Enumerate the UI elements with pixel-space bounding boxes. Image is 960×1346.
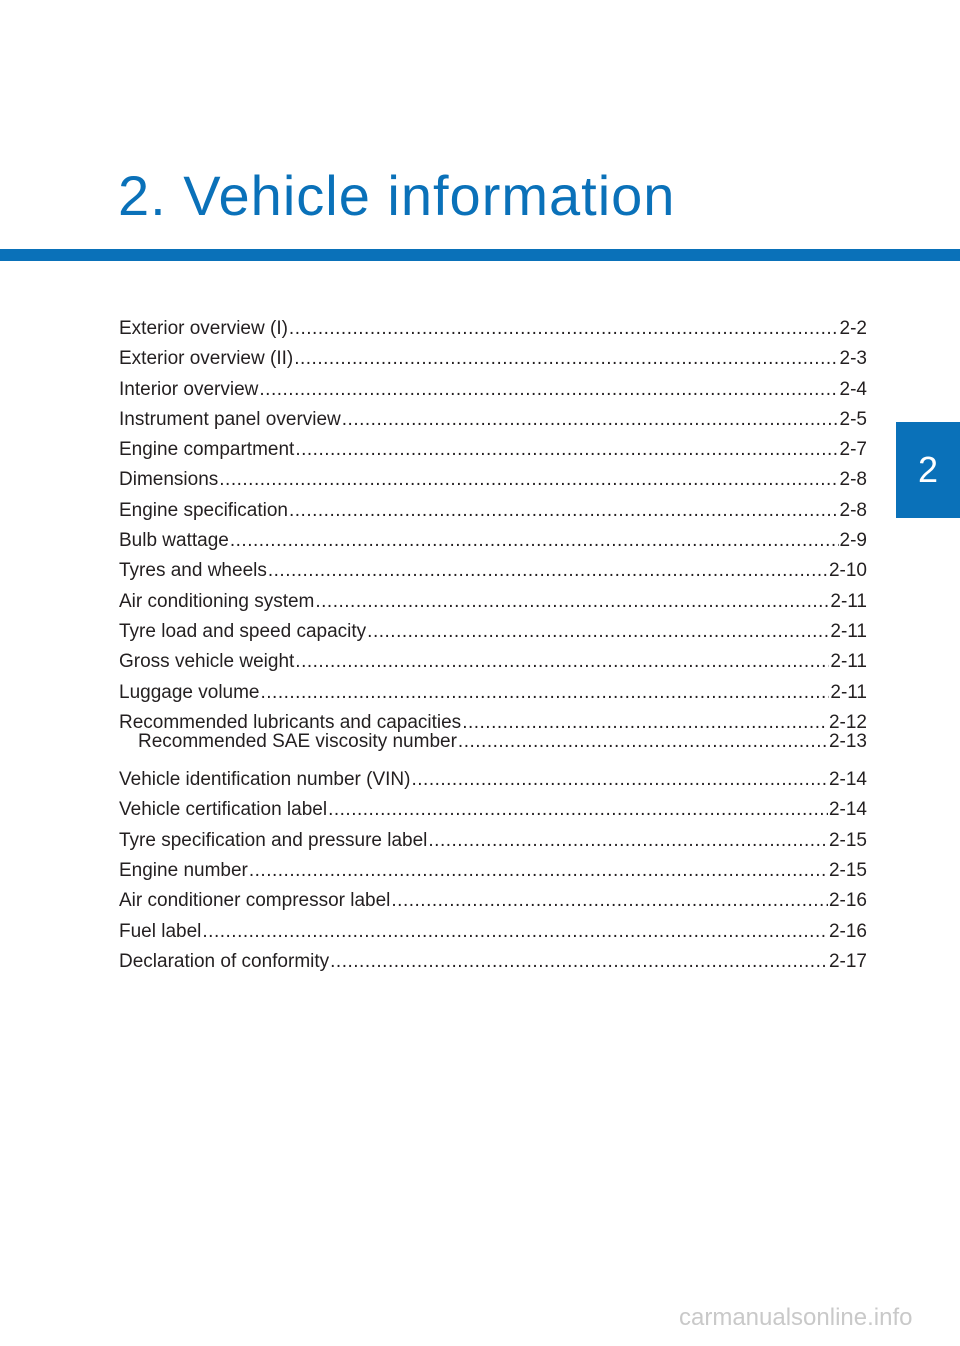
toc-entry-page: 2-13 [828,731,867,753]
toc-entry[interactable] [119,795,867,825]
toc-entry-label: Bulb wattage [119,530,229,552]
toc-dot-leader [428,826,828,856]
toc-entry-page: 2-2 [839,318,867,339]
toc-entry-page: 2-3 [839,348,867,370]
toc-entry-label: Exterior overview (II) [119,348,294,370]
toc-entry-label: Tyre load and speed capacity [119,620,367,642]
toc-dot-leader [295,647,829,677]
toc-entry[interactable] [119,405,867,435]
toc-entry-label: Vehicle certification label [119,799,328,821]
toc-entry-page: 2-17 [828,950,867,972]
toc-dot-leader [289,314,839,344]
toc-entry-label: Recommended SAE viscosity number [138,731,457,753]
toc-entry-page: 2-8 [839,469,867,491]
toc-entry-page: 2-16 [828,890,867,912]
toc-entry[interactable] [119,826,867,856]
toc-entry[interactable] [119,765,867,795]
toc-entry-label: Engine compartment [119,439,295,461]
toc-entry-page: 2-11 [830,681,867,703]
toc-entry-label: Recommended lubricants and capacities [119,711,462,733]
toc-entry-label: Air conditioning system [119,590,315,612]
toc-entry-page: 2-11 [830,590,867,612]
toc-entry[interactable] [119,617,867,647]
toc-entry-label: Tyre specification and pressure label [119,829,428,851]
toc-entry[interactable] [119,856,867,886]
toc-entry-page: 2-12 [828,711,867,733]
toc-entry-page: 2-15 [828,860,867,882]
toc-dot-leader [219,465,838,495]
toc-entry-label: Vehicle identification number (VIN) [119,769,411,791]
chapter-tab[interactable]: 2 [896,422,960,518]
toc-entry[interactable] [119,917,867,947]
toc-entry-page: 2-5 [839,408,867,430]
toc-entry-label: Interior overview [119,378,259,400]
toc-entry-label: Tyres and wheels [119,560,267,582]
toc-entry[interactable] [119,526,867,556]
toc-entry-page: 2-10 [828,560,867,582]
toc-dot-leader [294,344,838,374]
toc-dot-leader [391,886,828,916]
toc-dot-leader [342,405,839,435]
toc-dot-leader [259,375,838,405]
toc-entry[interactable] [119,465,867,495]
watermark: carmanualsonline.info [679,1304,913,1331]
toc-dot-leader [411,765,827,795]
toc-dot-leader [458,729,828,755]
toc-entry[interactable] [119,314,867,344]
toc-entry[interactable] [119,886,867,916]
toc-entry-label: Fuel label [119,920,202,942]
toc-dot-leader [249,856,828,886]
toc-entry[interactable] [119,947,867,977]
toc-entry-label: Engine number [119,860,248,882]
toc-entry[interactable] [119,647,867,677]
toc-entry-label: Air conditioner compressor label [119,890,391,912]
toc-entry-label: Exterior overview (I) [119,318,288,339]
toc-dot-leader [295,435,838,465]
toc-dot-leader [315,587,829,617]
toc-entry-page: 2-4 [839,378,867,400]
toc-entry-page: 2-14 [828,769,867,791]
toc-entry-page: 2-9 [839,530,867,552]
toc-dot-leader [230,526,839,556]
table-of-contents [119,314,867,977]
toc-entry-page: 2-14 [828,799,867,821]
toc-entry-label: Engine specification [119,499,288,521]
toc-dot-leader [367,617,829,647]
toc-dot-leader [330,947,828,977]
toc-entry-page: 2-11 [830,620,867,642]
toc-entry[interactable] [119,678,867,708]
toc-entry-label: Dimensions [119,469,219,491]
toc-entry-label: Gross vehicle weight [119,651,295,673]
toc-entry[interactable] [119,556,867,586]
toc-entry[interactable] [119,496,867,526]
toc-entry[interactable] [119,375,867,405]
toc-entry-label: Instrument panel overview [119,408,341,430]
toc-entry-page: 2-7 [839,439,867,461]
toc-entry-page: 2-11 [830,651,867,673]
toc-subentry[interactable] [119,729,867,755]
toc-entry-page: 2-15 [828,829,867,851]
toc-dot-leader [289,496,839,526]
toc-entry[interactable] [119,587,867,617]
toc-dot-leader [268,556,828,586]
toc-entry-label: Declaration of conformity [119,950,330,972]
toc-entry[interactable] [119,435,867,465]
toc-entry-page: 2-8 [839,499,867,521]
toc-entry-page: 2-16 [828,920,867,942]
toc-entry[interactable] [119,344,867,374]
page-title: 2. Vehicle information [118,164,676,227]
title-divider [0,249,960,261]
toc-dot-leader [202,917,828,947]
toc-entry-label: Luggage volume [119,681,260,703]
toc-dot-leader [328,795,828,825]
toc-dot-leader [261,678,830,708]
